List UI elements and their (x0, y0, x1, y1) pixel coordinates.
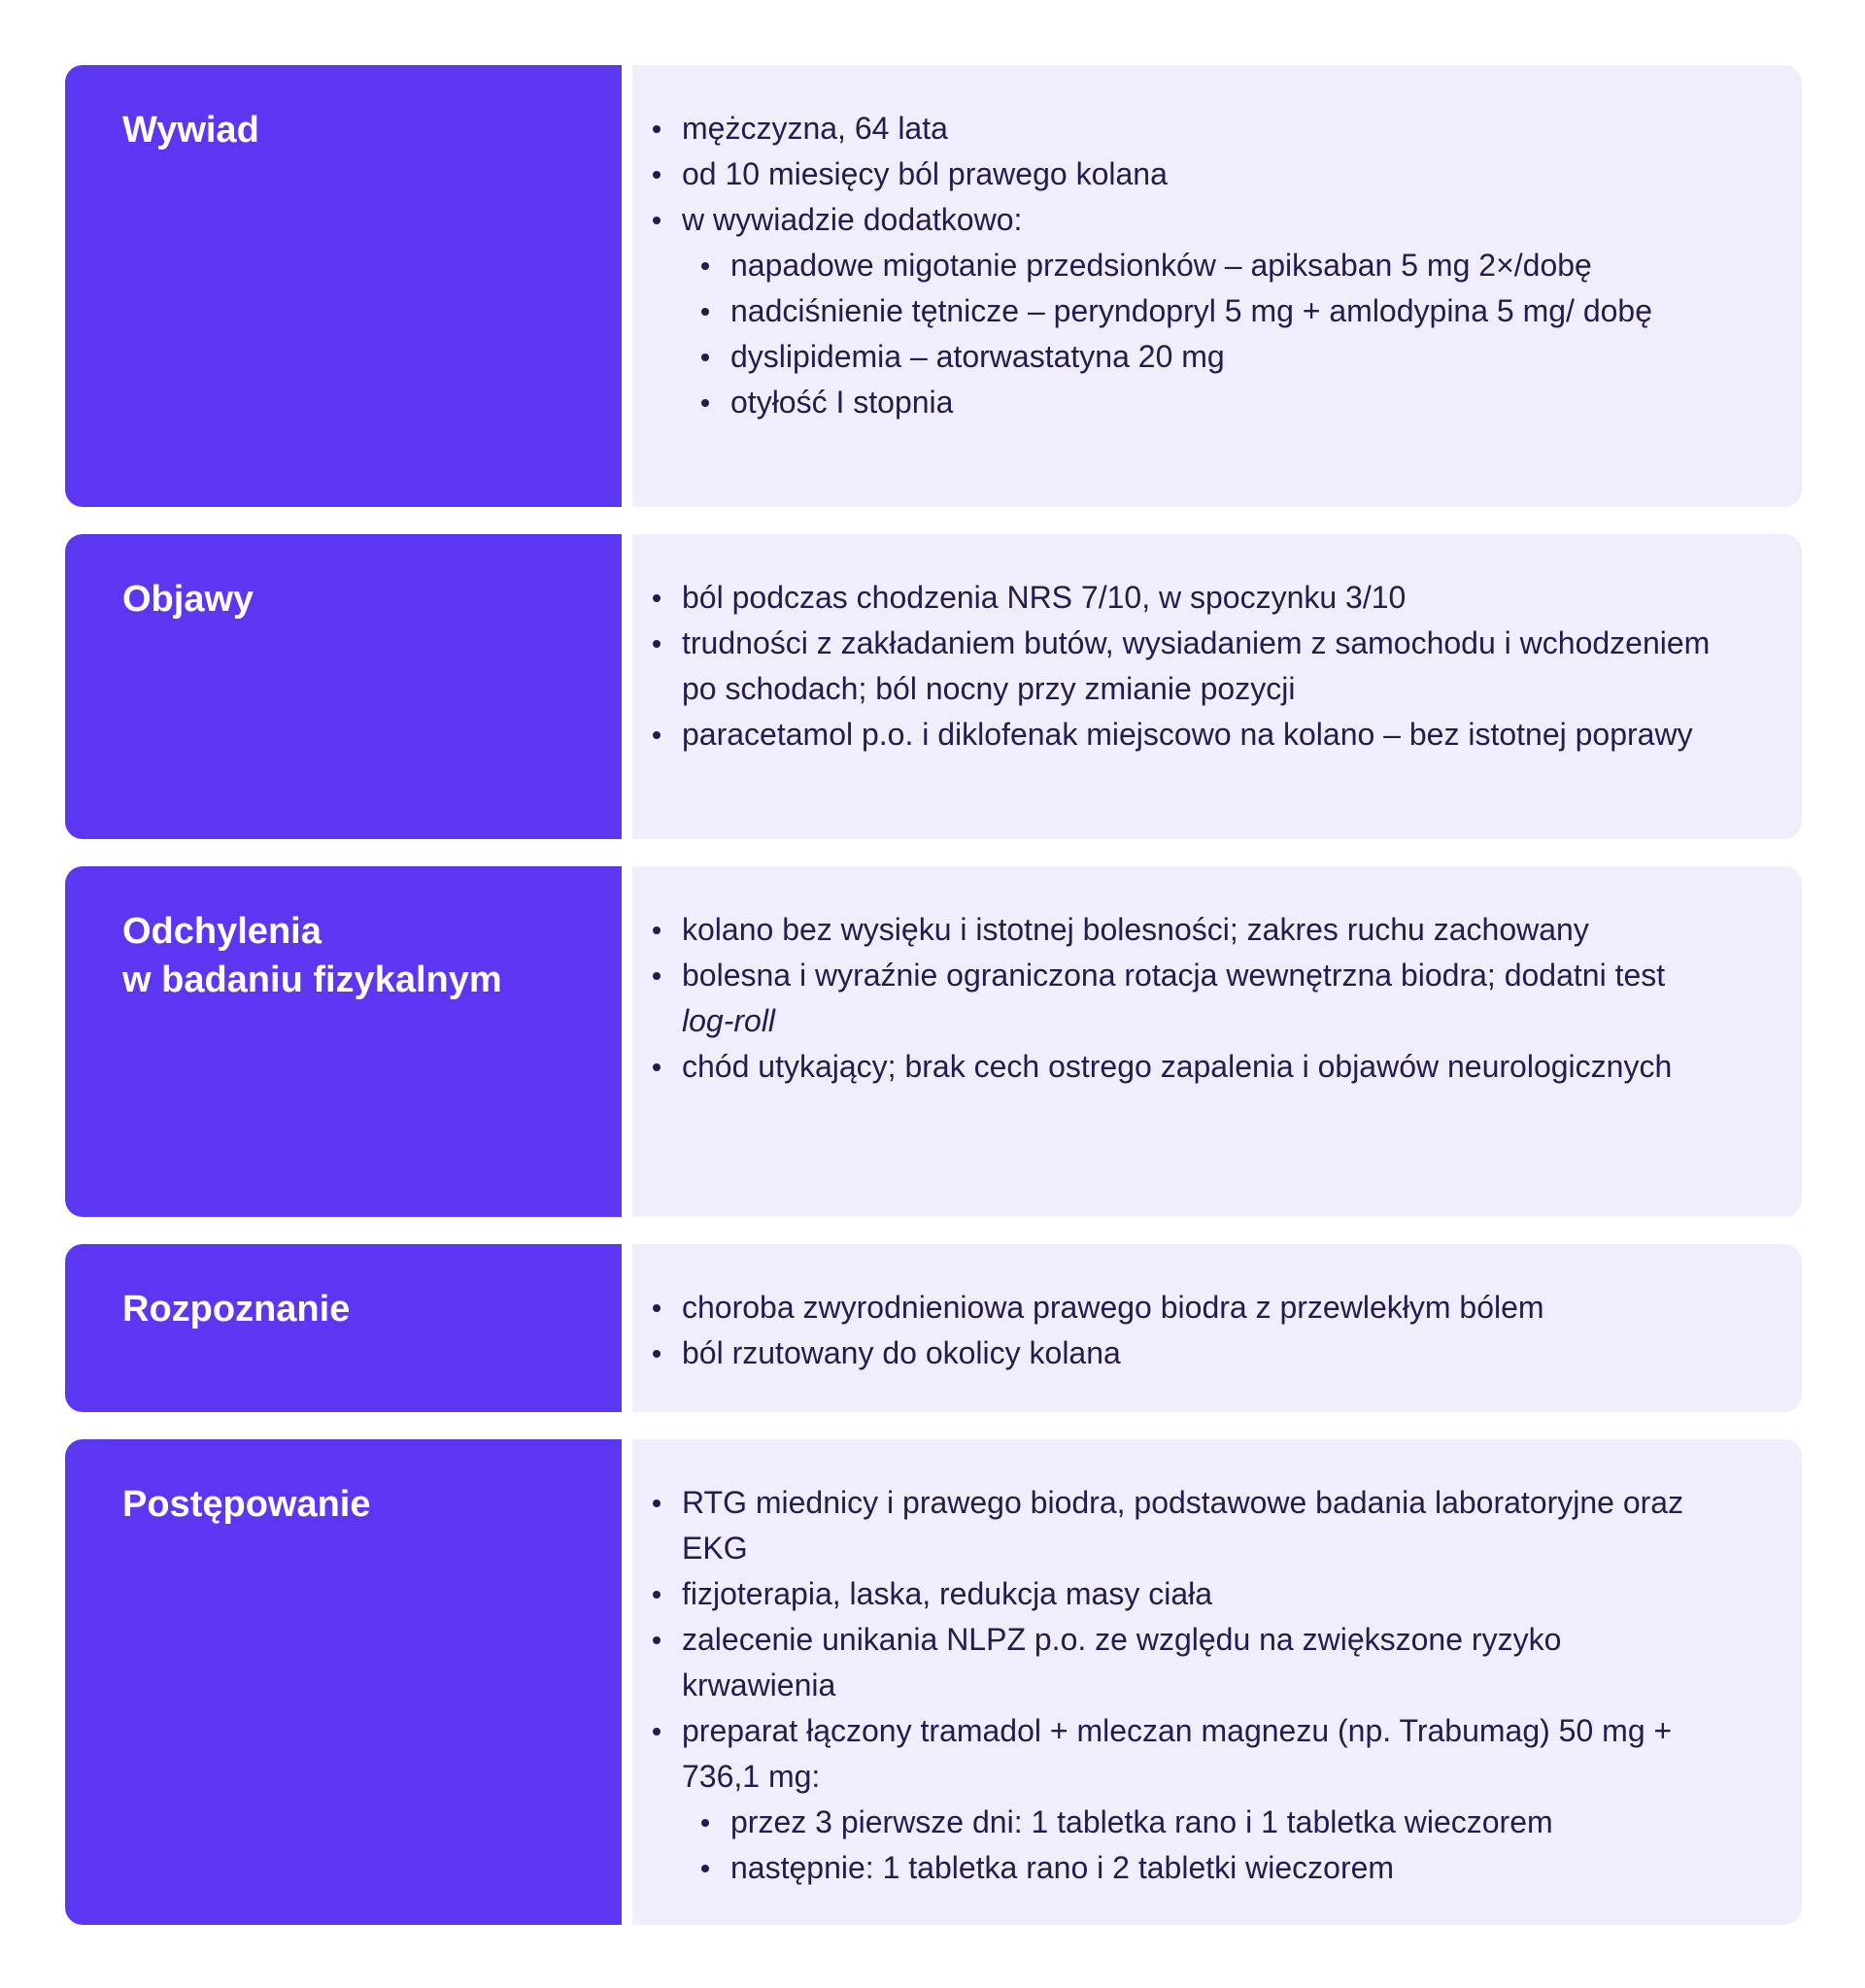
sub-list-item: dyslipidemia – atorwastatyna 20 mg (730, 334, 1721, 380)
list-item-text: preparat łączony tramadol + mleczan magnezu (np. Trabumag) 50 mg + 736,1 mg: (682, 1713, 1673, 1794)
row-label: Rozpoznanie (122, 1289, 351, 1330)
list-item: zalecenie unikania NLPZ p.o. ze względu na zwiększone ryzyko krwawienia (682, 1617, 1721, 1708)
row-label-cell (65, 534, 622, 839)
list-item: RTG miednicy i prawego biodra, podstawowe badania laboratoryjne oraz EKG (682, 1480, 1721, 1571)
objawy-list (682, 575, 1721, 758)
row-label-cell (65, 1244, 622, 1412)
sub-list-item: przez 3 pierwsze dni: 1 tabletka rano i 1 tabletka wieczorem (730, 1800, 1721, 1845)
row-label: Odchylenia w badaniu fizykalnym (122, 911, 502, 1000)
list-item (682, 953, 1721, 1044)
list-item: trudności z zakładaniem butów, wysiadaniem z samochodu i wchodzeniem po schodach; ból nocny przy zmianie pozycji (682, 621, 1721, 712)
list-item: kolano bez wysięku i istotnej bolesności; zakres ruchu zachowany (682, 907, 1721, 953)
list-item-text: bolesna i wyraźnie ograniczona rotacja wewnętrzna biodra; dodatni test (682, 958, 1666, 993)
sub-list (682, 1800, 1721, 1891)
sub-list (682, 243, 1721, 425)
row-label-cell (65, 65, 622, 507)
row-label: Objawy (122, 579, 254, 620)
sub-list-item: następnie: 1 tabletka rano i 2 tabletki wieczorem (730, 1845, 1721, 1891)
row-label-cell (65, 1439, 622, 1925)
sub-list-item: nadciśnienie tętnicze – peryndopryl 5 mg + amlodypina 5 mg/ dobę (730, 288, 1721, 334)
odchylenia-list (682, 907, 1721, 1090)
list-item-text: w wywiadzie dodatkowo: (682, 202, 1023, 237)
list-item: chód utykający; brak cech ostrego zapalenia i objawów neurologicznych (682, 1044, 1721, 1090)
list-item: paracetamol p.o. i diklofenak miejscowo na kolano – bez istotnej poprawy (682, 712, 1721, 758)
list-item: choroba zwyrodnieniowa prawego biodra z przewlekłym bólem (682, 1285, 1721, 1331)
sub-list-item: napadowe migotanie przedsionków – apiksaban 5 mg 2×/dobę (730, 243, 1721, 288)
row-label: Postępowanie (122, 1484, 371, 1525)
rozpoznanie-list (682, 1285, 1721, 1376)
sub-list-item: otyłość I stopnia (730, 380, 1721, 425)
list-item: ból podczas chodzenia NRS 7/10, w spoczynku 3/10 (682, 575, 1721, 621)
list-item (682, 197, 1721, 425)
wywiad-list (682, 106, 1721, 425)
list-item: od 10 miesięcy ból prawego kolana (682, 152, 1721, 197)
list-item: ból rzutowany do okolicy kolana (682, 1331, 1721, 1376)
list-item: mężczyzna, 64 lata (682, 106, 1721, 152)
row-label: Wywiad (122, 110, 259, 151)
row-label-cell (65, 866, 622, 1217)
italic-term: log-roll (682, 1003, 776, 1038)
list-item (682, 1708, 1721, 1891)
postepowanie-list (682, 1480, 1721, 1891)
list-item: fizjoterapia, laska, redukcja masy ciała (682, 1571, 1721, 1617)
